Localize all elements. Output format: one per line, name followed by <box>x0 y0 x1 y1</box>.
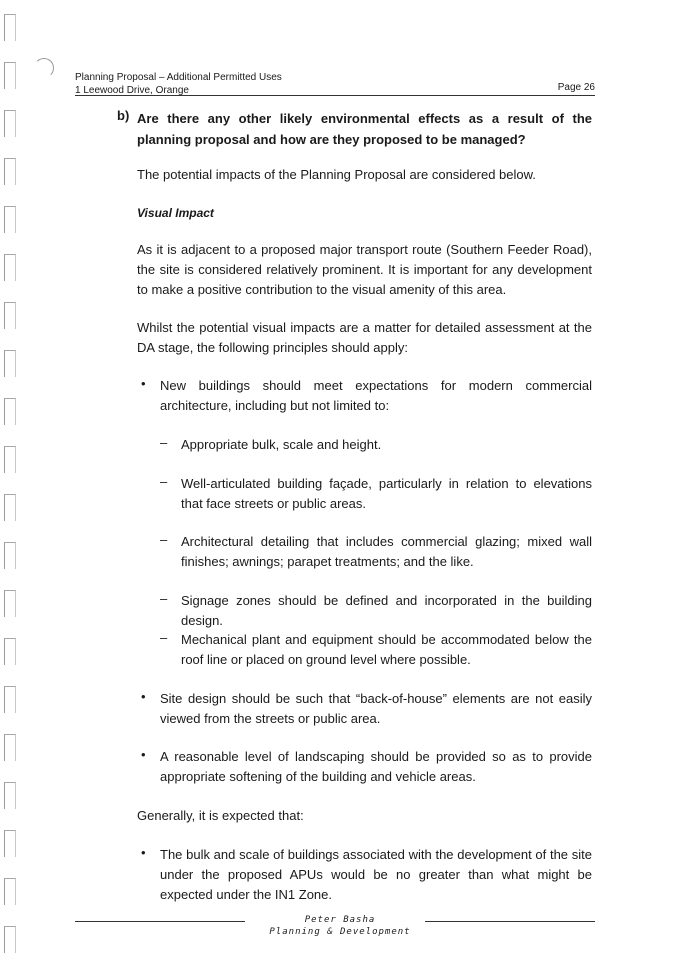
sub-list-item: Architectural detailing that includes commercial glazing; mixed wall finishes; awnings; parapet treatments; and the like. <box>181 534 592 569</box>
punch-hole-mark <box>34 58 54 78</box>
binder-mark <box>4 734 16 761</box>
sub-list-item: Well-articulated building façade, particularly in relation to elevations that face streets or public areas. <box>181 476 592 511</box>
binder-mark <box>4 158 16 185</box>
binder-mark <box>4 254 16 281</box>
binder-mark <box>4 446 16 473</box>
binder-mark <box>4 350 16 377</box>
binder-mark <box>4 878 16 905</box>
question-heading: Are there any other likely environmental effects as a result of the planning proposal and how are they proposed to be managed? <box>137 111 592 147</box>
binder-mark <box>4 494 16 521</box>
page-number: Page 26 <box>557 82 595 93</box>
dash-icon: – <box>160 532 168 547</box>
binder-mark <box>4 206 16 233</box>
header-address: 1 Leewood Drive, Orange <box>75 85 189 96</box>
list-item: New buildings should meet expectations for modern commercial architecture, including but not limited to: <box>160 378 592 413</box>
footer-name: Peter Basha <box>304 915 376 925</box>
bullet-icon: • <box>141 376 146 391</box>
footer-signature <box>240 914 440 938</box>
list-item: A reasonable level of landscaping should be provided so as to provide appropriate softening of the building and vehicle areas. <box>160 749 592 784</box>
binder-mark <box>4 62 16 89</box>
binder-mark <box>4 398 16 425</box>
section-subheading: Visual Impact <box>137 206 214 220</box>
question-label: b) <box>117 108 130 123</box>
sub-list-item: Mechanical plant and equipment should be accommodated below the roof line or placed on ground level where possible. <box>181 632 592 667</box>
binder-mark <box>4 14 16 41</box>
intro-paragraph: The potential impacts of the Planning Proposal are considered below. <box>137 167 536 182</box>
header-title: Planning Proposal – Additional Permitted Uses <box>75 72 282 83</box>
sub-list-item: Signage zones should be defined and incorporated in the building design. <box>181 593 592 628</box>
dash-icon: – <box>160 435 168 450</box>
list-item: Site design should be such that “back-of-house” elements are not easily viewed from the streets or public area. <box>160 691 592 726</box>
sub-list-item: Appropriate bulk, scale and height. <box>181 437 382 452</box>
binder-mark <box>4 830 16 857</box>
binder-mark <box>4 590 16 617</box>
footer-rule-left <box>75 921 245 922</box>
binder-mark <box>4 686 16 713</box>
paragraph: Whilst the potential visual impacts are a matter for detailed assessment at the DA stage, the following principles should apply: <box>137 320 592 355</box>
dash-icon: – <box>160 474 168 489</box>
footer-company: Planning & Development <box>269 927 411 937</box>
binder-mark <box>4 782 16 809</box>
binder-mark <box>4 926 16 953</box>
bullet-icon: • <box>141 747 146 762</box>
binder-mark <box>4 302 16 329</box>
binder-mark <box>4 110 16 137</box>
binder-mark <box>4 638 16 665</box>
dash-icon: – <box>160 591 168 606</box>
bullet-icon: • <box>141 845 146 860</box>
header-rule <box>75 95 595 96</box>
bullet-icon: • <box>141 689 146 704</box>
binder-mark <box>4 542 16 569</box>
paragraph: As it is adjacent to a proposed major transport route (Southern Feeder Road), the site is considered relatively prominent. It is important for any development to make a positive contribution to the visual amenity of this area. <box>137 242 592 297</box>
paragraph: Generally, it is expected that: <box>137 808 304 823</box>
list-item: The bulk and scale of buildings associated with the development of the site under the proposed APUs would be no greater than what might be expected under the IN1 Zone. <box>160 847 592 902</box>
footer-rule-right <box>425 921 595 922</box>
dash-icon: – <box>160 630 168 645</box>
